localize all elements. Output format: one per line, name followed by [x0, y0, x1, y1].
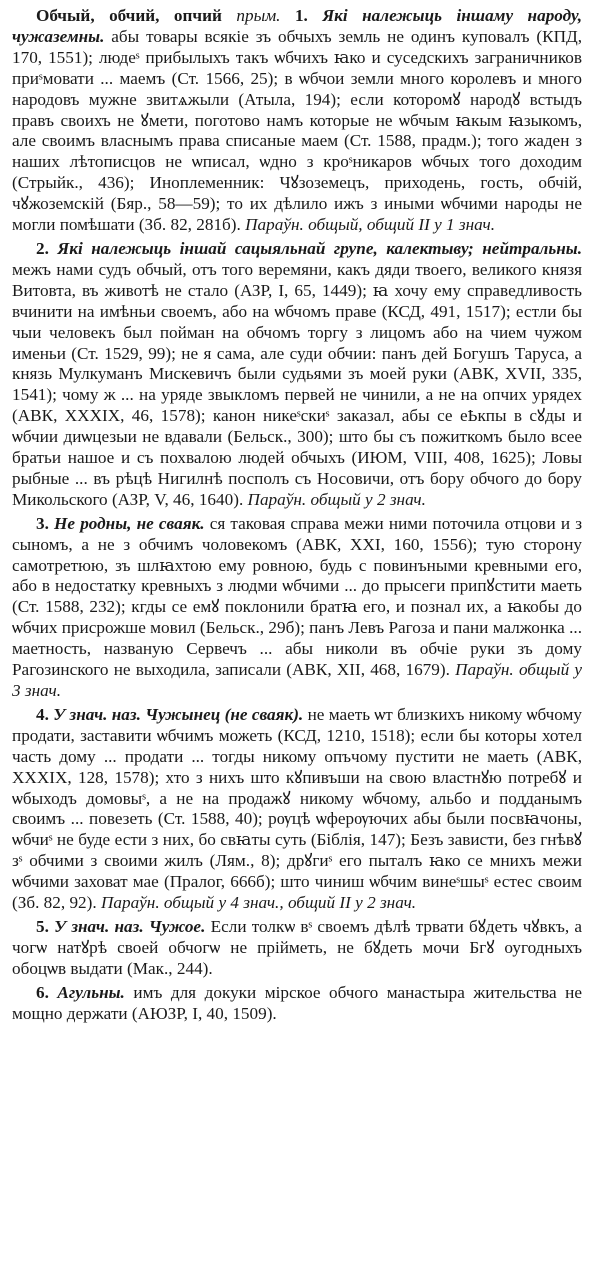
sense-citations: имъ для докуки мірское обчого манастыра жительства не мощно держати (АЮЗР, I, 40, 1509). — [12, 982, 583, 1023]
cross-reference: общый, общий II у 1 знач. — [308, 215, 496, 235]
sense-number: 6. — [36, 982, 49, 1002]
sense-1 — [12, 6, 582, 236]
part-of-speech: прым. — [236, 6, 281, 25]
cross-reference: общый у 4 знач., общий II у 2 знач. — [163, 893, 417, 913]
sense-definition: Агульны. — [57, 982, 125, 1002]
sense-definition: Які належыць іншаму народу, чужаземны. — [12, 6, 583, 46]
cross-reference-label: Параўн. — [247, 489, 307, 509]
sense-definition: У знач. наз. Чужынец (не сваяк). — [53, 704, 304, 724]
sense-number: 3. — [36, 513, 49, 533]
sense-number: 5. — [36, 916, 49, 936]
sense-citations: Если толкѡ вˢ своемъ дѣлѣ трвати бꙋдеть чꙋвкъ, а чогѡ натꙋрѣ своей обчогѡ не прійметь, не бꙋдеть мочи Бгꙋ оугодныхъ обоцѡв выдати (Мак., 244). — [12, 916, 583, 978]
cross-reference-label: Параўн. — [100, 893, 160, 913]
cross-reference: общый у 3 знач. — [12, 660, 582, 700]
sense-4 — [12, 705, 582, 914]
sense-3 — [12, 514, 582, 702]
sense-2 — [12, 239, 582, 511]
cross-reference-label: Параўн. — [455, 660, 514, 680]
sense-citations: абы товары всякіе зъ обчыхъ земль не одинъ куповалъ (КПД, 170, 1551); людеˢ прибылыхъ такъ ѡбчихъ ꙗко и суседскихъ заграничников приˢмовати ... маемъ (Ст. 1566, 25); в ѡбчои земли много королевъ и много народовъ мужне звитѧжыли (Атыла, 194); если которомꙋ народꙋ встыдъ правъ своихъ не ꙋмети, поготово намъ которые не ѡбчым ꙗкым ꙗзыкомъ, але своимъ власнымъ права списаные маем (Ст. 1588, прадм.); того жаден з наших лѣтописцов не ѡписал, ѡдно з кроˢникаров ѡбчых того доходим (Стрыйк., 436); Иноплеменник: Чꙋзоземецъ, приходень, гость, обчій, чꙋжоземскій (Бяр., 58—59); то их дѣлило ижъ з иными ѡбчими народы не могли помѣшати (Зб. 82, 281б). — [12, 26, 582, 235]
sense-5 — [12, 917, 582, 980]
cross-reference-label: Параўн. — [245, 215, 304, 235]
sense-definition: Які належыць іншай сацыяльнай групе, калектыву; нейтральны. — [57, 238, 582, 258]
sense-6 — [12, 983, 582, 1025]
headword: Обчый, обчий, опчий — [36, 6, 222, 25]
sense-definition: У знач. наз. Чужое. — [54, 916, 206, 936]
sense-citations: межъ нами судъ обчый, отъ того веремяни, какъ дяди твоего, великого князя Витовта, въ животѣ не стало (АЗР, I, 65, 1449); ꙗ хочу ему справедливость вчинити на имѣньи своемъ, або на ѡбчомъ праве (КСД, 491, 1517); естли бы чыи человекъ был пойман на обчомъ торгу з лицомъ або на чием чужом именьи (Ст. 1529, 99); не я сама, але суди обчии: панъ дей Богушъ Таруса, а князь Мулкуманъ Мискевичъ были судьями зъ моей руки (АВК, XVII, 335, 1541); чому ж ... на уряде звыкломъ первей не чинили, а не на опчих урядех (АВК, XXXIX, 46, 1578); канон никеˢскиˢ заказал, абы се еҌкпы в сꙋды и ѡбчии диѡцезыи не вдавали (Бельск., 300); што бы съ пожиткомъ было всее братьи нашое и съ похвалою людей обчыхъ (ИЮМ, VIII, 408, 1625); Ловы рыбные ... въ рѣцѣ Нигилнѣ посполъ съ Носовичи, отъ бору обчого до бору Микольского (АЗР, V, 46, 1640). — [12, 259, 582, 509]
sense-number: 2. — [36, 238, 49, 258]
sense-number: 4. — [36, 704, 49, 724]
sense-citations: не маеть ѡт близкихъ никому ѡбчому продати, заставити ѡбчимъ можеть (КСД, 1210, 1518); если бы которы хотел часть дому ... продати ... тогды никому опъчому пустити не маеть (АВК, XXXIX, 128, 1578); хто з нихъ што кꙋпивъши на свою властнꙋю потребꙋ и ѡбыходъ домовыˢ, а не на продажꙋ никому ѡбчому, альбо и подданымъ своимъ ... повезеть (Ст. 1588, 40); рѹцѣ ѡферѹючих абы были посвꙗчоны, ѡбчиˢ не буде ести з них, бо свꙗты суть (Біблія, 147); Безъ зависти, без гнѣвꙋ зˢ обчими з своими жилъ (Лям., 8); дрꙋгиˢ его пыталъ ꙗко се мнихъ межи ѡбчими заховат мае (Пралог, 666б); што чиниш ѡбчим винеˢшыˢ естес своим (Зб. 82, 92). — [12, 704, 583, 913]
cross-reference: общый у 2 знач. — [310, 489, 426, 509]
sense-citations: ся таковая справа межи ними поточила отцови и з сыномъ, а не з обчимъ чоловекомъ (АВК, XXI, 160, 1556); тую сторону самотретюю, зъ шлꙗхтою ему ровною, будь с повинъными кревными его, або в недостатку кревныхъ з людми ѡбчими ... до прысеги припꙋстити маеть (Ст. 1588, 232); кгды се емꙋ поклонили братꙗ его, и познал их, а ꙗкобы до ѡбчих присрожше мовил (Бельск., 29б); панъ Левъ Рагоза и пани малжонка ... маетность, названую Сервечъ ... абы николи въ обчіе руки зъ дому Рагозинского не выходила, записали (АВК, XII, 468, 1679). — [12, 513, 582, 680]
sense-number: 1. — [294, 6, 308, 25]
sense-definition: Не родны, не сваяк. — [54, 513, 205, 533]
